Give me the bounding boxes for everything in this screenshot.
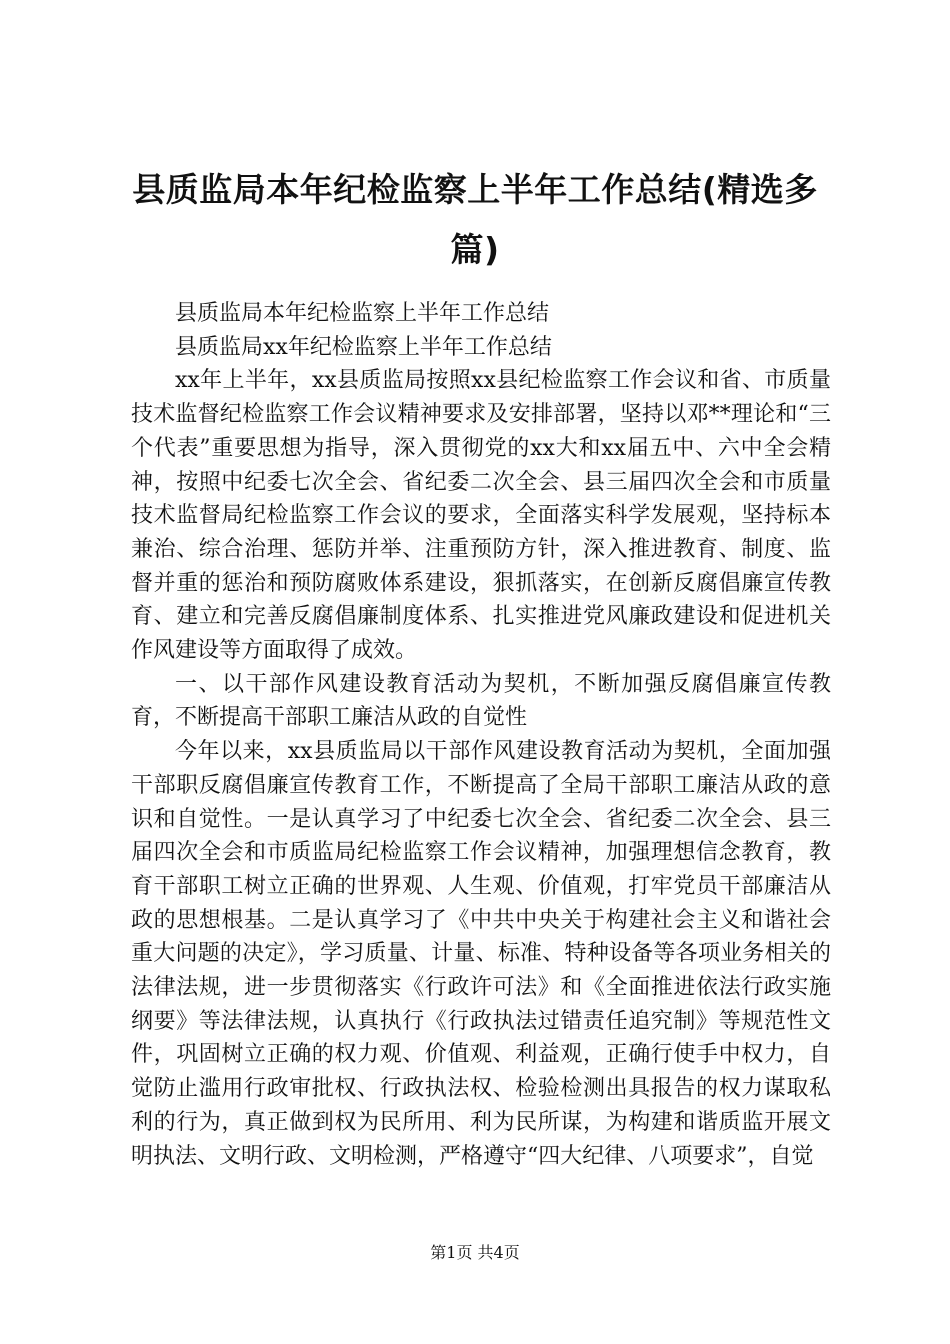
paragraph-subtitle-1: 县质监局本年纪检监察上半年工作总结 [175, 301, 550, 326]
document-title: 县质监局本年纪检监察上半年工作总结(精选多篇) [132, 170, 818, 269]
paragraph-intro: xx年上半年，xx县质监局按照xx县纪检监察工作会议和省、市质量技术监督纪检监察工作会议精神要求及安排部署，坚持以邓**理论和“三个代表”重要思想为指导，深入贯彻党的xx大和xx届五中、六中全会精神，按照中纪委七次全会、省纪委二次全会、县三届四次全会和市质量技术监督局纪检监察工作会议的要求，全面落实科学发展观，坚持标本兼治、综合治理、惩防并举、注重预防方针，深入推进教育、制度、监督并重的惩治和预防腐败体系建设，狠抓落实，在创新反腐倡廉宣传教育、建立和完善反腐倡廉制度体系、扎实推进党风廉政建设和促进机关作风建设等方面取得了成效。 [131, 368, 831, 664]
paragraph-subtitle-2: 县质监局xx年纪检监察上半年工作总结 [175, 334, 552, 360]
paragraph-section-heading-1: 一、以干部作风建设教育活动为契机，不断加强反腐倡廉宣传教育，不断提高干部职工廉洁从政的自觉性 [131, 671, 831, 731]
page-footer: 第1页 共4页 [430, 1243, 520, 1262]
paragraph-section-body-1: 今年以来，xx县质监局以干部作风建设教育活动为契机，全面加强干部职反腐倡廉宣传教育工作，不断提高了全局干部职工廉洁从政的意识和自觉性。一是认真学习了中纪委七次全会、省纪委二次全会、县三届四次全会和市质监局纪检监察工作会议精神，加强理想信念教育，教育干部职工树立正确的世界观、人生观、价值观，打牢党员干部廉洁从政的思想根基。二是认真学习了《中共中央关于构建社会主义和谐社会重大问题的决定》，学习质量、计量、标准、特种设备等各项业务相关的法律法规，进一步贯彻落实《行政许可法》和《全面推进依法行政实施纲要》等法律法规，认真执行《行政执法过错责任追究制》等规范性文件，巩固树立正确的权力观、价值观、利益观，正确行使手中权力，自觉防止滥用行政审批权、行政执法权、检验检测出具报告的权力谋取私利的行为，真正做到权为民所用、利为民所谋，为构建和谐质监开展文明执法、文明行政、文明检测，严格遵守“四大纪律、八项要求”，自觉 [131, 739, 831, 1169]
document-body [131, 297, 831, 1173]
